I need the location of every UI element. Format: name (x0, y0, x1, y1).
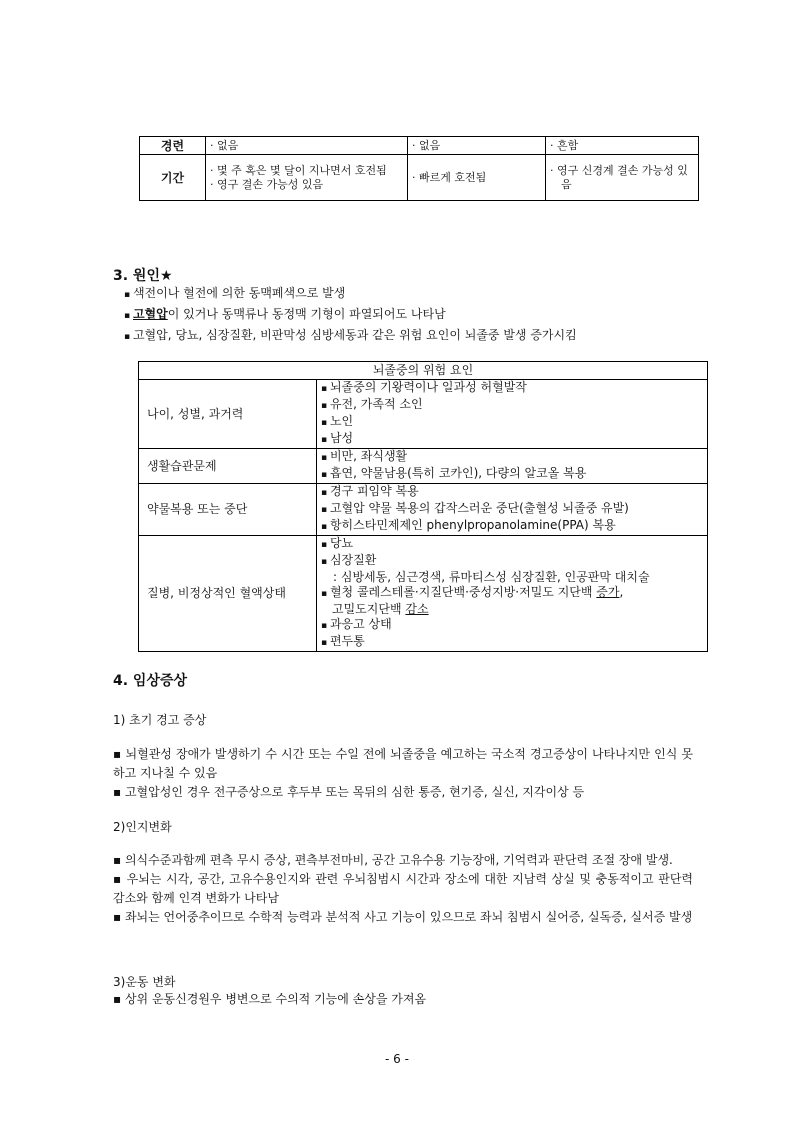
subheading: 2)인지변화 (113, 820, 172, 834)
cell-text: · 영구 신경계 결손 가능성 있음 (550, 164, 694, 192)
cell-text: · 빠르게 호전됨 (412, 171, 541, 185)
risk-item: ▪ 고혈압 약물 복용의 갑작스러운 중단(출혈성 뇌졸중 유발) (321, 501, 703, 518)
table-row (139, 484, 708, 536)
paragraph (113, 745, 693, 802)
list-item (124, 305, 577, 326)
subheading: 1) 초기 경고 증상 (113, 713, 207, 727)
paragraph-text: ▪ 뇌혈관성 장애가 발생하기 수 시간 또는 수일 전에 뇌졸중을 예고하는 국소적 경고증상이 나타나지만 인식 못하고 지나칠 수 있음 (113, 747, 693, 780)
section-3-title: 3. 원인★ (113, 268, 173, 284)
risk-item-text: 고밀도지단백 (332, 602, 406, 616)
table-row (139, 449, 708, 484)
risk-item: ▪ 뇌졸중의 기왕력이나 일과성 허혈발작 (321, 380, 703, 397)
row-label: 기간 (140, 155, 206, 201)
paragraph (113, 851, 693, 927)
table-row (140, 137, 699, 155)
risk-factor-table (138, 361, 708, 652)
risk-item: ▪ 남성 (321, 431, 703, 448)
table-title: 뇌졸중의 위험 요인 (139, 362, 708, 380)
page-number: - 6 - (385, 1052, 409, 1066)
cell-text: · 영구 결손 가능성 있음 (210, 178, 403, 192)
risk-item-text: 혈청 콜레스테롤·지질단백·중성지방·저밀도 지단백 (329, 585, 597, 599)
cell-text: · 몇 주 혹은 몇 달이 지나면서 호전됨 (210, 164, 403, 178)
risk-item: ▪ 유전, 가족적 소인 (321, 397, 703, 414)
risk-item (321, 553, 703, 585)
risk-item: ▪ 편두통 (321, 634, 703, 651)
row-label: 경련 (140, 137, 206, 155)
risk-item: ▪ 경구 피임약 복용 (321, 484, 703, 501)
cause-list (124, 284, 577, 347)
cell-text: · 없음 (210, 139, 403, 153)
comparison-table (139, 136, 699, 201)
risk-item-emphasis: 감소 (405, 602, 429, 616)
risk-item: ▪ 항히스타민제제인 phenylpropanolamine(PPA) 복용 (321, 518, 703, 535)
section-4-title: 4. 임상증상 (113, 673, 188, 689)
risk-category: 약물복용 또는 중단 (139, 484, 317, 536)
risk-item-emphasis: 증가 (596, 585, 620, 599)
risk-item: ▪ 당뇨 (321, 536, 703, 553)
risk-item: ▪ 흡연, 약물남용(특히 코카인), 다량의 알코올 복용 (321, 466, 703, 483)
paragraph (113, 990, 693, 1009)
risk-subitem: : 심방세동, 심근경색, 류마티스성 심장질환, 인공판막 대치술 (333, 570, 650, 584)
paragraph-text: ▪ 고혈압성인 경우 전구증상으로 후두부 또는 목뒤의 심한 통증, 현기증, 실신, 지각이상 등 (113, 785, 585, 799)
table-title-row (139, 362, 708, 380)
risk-category: 생활습관문제 (139, 449, 317, 484)
table-row (140, 155, 699, 201)
risk-item: ▪ 비만, 좌식생활 (321, 449, 703, 466)
cell-text: · 없음 (412, 139, 541, 153)
risk-item-text: 심장질환 (329, 553, 377, 567)
list-item: ▪ 색전이나 혈전에 의한 동맥폐색으로 발생 (124, 284, 577, 305)
risk-category: 나이, 성별, 과거력 (139, 380, 317, 449)
subheading: 3)운동 변화 (113, 975, 176, 989)
table-row (139, 380, 708, 449)
paragraph-text: ▪ 상위 운동신경원우 병변으로 수의적 기능에 손상을 가져옴 (113, 992, 427, 1006)
risk-item: ▪ 노인 (321, 414, 703, 431)
paragraph-text: ▪ 좌뇌는 언어중추이므로 수학적 능력과 분석적 사고 기능이 있으므로 좌뇌 침범시 실어증, 실독증, 실서증 발생 (113, 910, 693, 924)
paragraph-text: ▪ 우뇌는 시각, 공간, 고유수용인지와 관련 우뇌침범시 시간과 장소에 대한 지남력 상실 및 충동적이고 판단력 감소와 함께 인격 변화가 나타남 (113, 872, 693, 905)
paragraph-text: ▪ 의식수준과함께 편측 무시 증상, 편측부전마비, 공간 고유수용 기능장애, 기억력과 판단력 조절 장애 발생. (113, 853, 673, 867)
risk-item: ▪ 혈청 콜레스테롤·지질단백·중성지방·저밀도 지단백 증가, 고밀도지단백 감소 (321, 585, 703, 617)
risk-category: 질병, 비정상적인 혈액상태 (139, 536, 317, 652)
table-row (139, 536, 708, 652)
list-item-text: 이 있거나 동맥류나 동정맥 기형이 파열되어도 나타남 (167, 307, 446, 321)
risk-item: ▪ 과응고 상태 (321, 617, 703, 634)
hypertension-term: 고혈압 (132, 307, 168, 321)
list-item: ▪ 고혈압, 당뇨, 심장질환, 비판막성 심방세동과 같은 위험 요인이 뇌졸중 발생 증가시킴 (124, 326, 577, 347)
cell-text: · 흔함 (550, 139, 694, 153)
